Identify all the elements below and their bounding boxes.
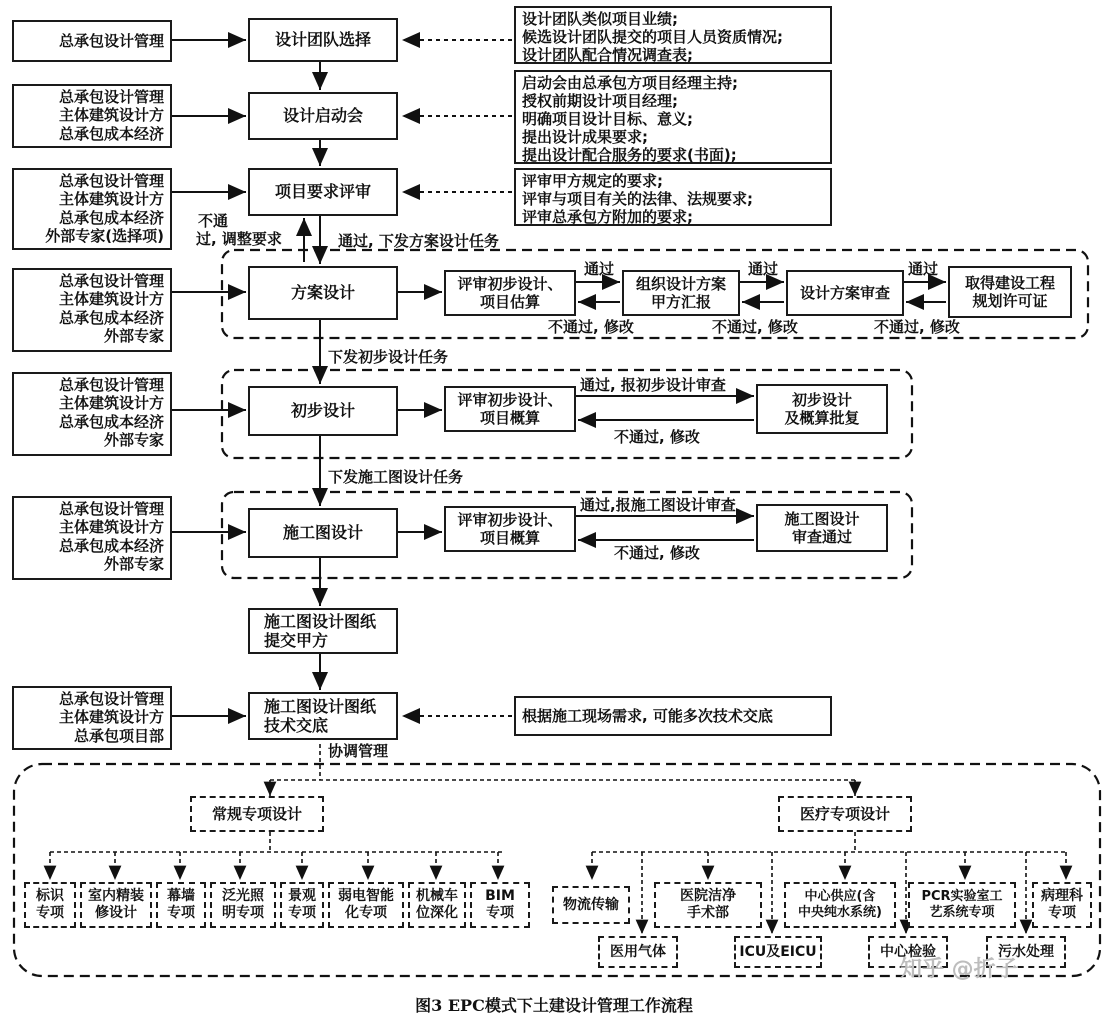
- label-issue-prelim: 下发初步设计任务: [328, 348, 449, 366]
- item-line: 专项: [167, 905, 195, 921]
- item-line: 艺系统专项: [929, 905, 995, 920]
- item-medical-gas: [598, 936, 678, 968]
- step-submit-drawings: [248, 608, 398, 654]
- label-fail-modify-1: 不通过, 修改: [548, 318, 634, 336]
- item-line: 专项: [288, 905, 316, 921]
- box-line: 初步设计: [791, 391, 852, 409]
- item-interior-fitout: [80, 882, 152, 928]
- input-box-disclosure: [12, 686, 172, 750]
- step-label: 施工图设计图纸: [264, 696, 377, 716]
- input-line: 总承包项目部: [73, 726, 164, 745]
- item-bim: [470, 882, 530, 928]
- note-line: 评审与项目有关的法律、法规要求;: [522, 190, 754, 208]
- step-label: 设计启动会: [282, 106, 363, 126]
- watermark: 知乎 @折子: [900, 957, 1018, 982]
- label-fail-adjust-1: 不通: [198, 212, 229, 230]
- input-line: 总承包设计管理: [58, 272, 164, 290]
- note-team-select: [514, 6, 832, 64]
- step-requirement-review: [248, 168, 398, 216]
- note-line: 根据施工现场需求, 可能多次技术交底: [522, 707, 773, 725]
- category-label: 常规专项设计: [211, 805, 302, 823]
- box-line: 项目概算: [479, 529, 540, 547]
- scheme-planning-permit: [948, 266, 1072, 318]
- construction-audit-passed: [756, 504, 888, 552]
- item-line: 泛光照: [222, 888, 264, 905]
- input-line: 总承包设计管理: [58, 376, 164, 394]
- item-clean-operating: [654, 882, 762, 928]
- item-central-supply: [784, 882, 896, 928]
- note-line: 设计团队配合情况调查表;: [522, 46, 693, 64]
- input-line: 主体建筑设计方: [58, 708, 164, 727]
- label-pass-2: 通过: [748, 260, 779, 278]
- item-line: 专项: [486, 905, 514, 921]
- label-pass-prelim-audit: 通过, 报初步设计审查: [580, 376, 726, 394]
- note-line: 授权前期设计项目经理;: [522, 92, 678, 110]
- box-line: 规划许可证: [972, 292, 1048, 310]
- note-line: 启动会由总承包方项目经理主持;: [522, 74, 739, 92]
- label-fail-modify-construction: 不通过, 修改: [614, 544, 700, 562]
- note-line: 评审总承包方附加的要求;: [522, 208, 693, 226]
- input-line: 总承包成本经济: [58, 412, 164, 431]
- step-scheme-design: [248, 266, 398, 320]
- input-line: 主体建筑设计方: [58, 106, 164, 125]
- item-curtain-wall: [156, 882, 206, 928]
- box-line: 施工图设计: [784, 510, 860, 528]
- item-line: 位深化: [416, 905, 458, 921]
- note-line: 评审甲方规定的要求;: [522, 172, 663, 190]
- item-line: ICU及EICU: [739, 943, 817, 960]
- item-line: 标识: [36, 888, 64, 905]
- prelim-review-budget: [444, 386, 576, 432]
- step-label: 施工图设计: [282, 523, 363, 543]
- input-line: 主体建筑设计方: [58, 394, 164, 413]
- label-pass-3: 通过: [908, 260, 939, 278]
- figure-caption: 图3 EPC模式下土建设计管理工作流程: [415, 996, 693, 1015]
- item-line: 化专项: [345, 905, 387, 921]
- item-signage: [24, 882, 76, 928]
- label-issue-construction: 下发施工图设计任务: [328, 468, 464, 486]
- regular-special-design: [190, 796, 324, 832]
- category-label: 医疗专项设计: [799, 805, 890, 823]
- input-box-team-select: [12, 20, 172, 62]
- item-line: 污水处理: [998, 943, 1054, 960]
- item-floodlighting: [210, 882, 276, 928]
- scheme-review-estimate: [444, 270, 576, 316]
- item-line: 明专项: [222, 905, 264, 921]
- step-label: 方案设计: [290, 283, 355, 303]
- item-line: 幕墙: [167, 888, 195, 905]
- label-fail-adjust-2: 过, 调整要求: [196, 230, 282, 248]
- item-line: BIM: [485, 888, 515, 905]
- item-line: 弱电智能: [338, 888, 394, 905]
- input-line: 总承包成本经济: [58, 536, 164, 555]
- construction-review-budget: [444, 506, 576, 552]
- input-box-scheme: [12, 268, 172, 352]
- item-pcr-lab: [908, 882, 1016, 928]
- item-icu: [734, 936, 822, 968]
- box-line: 评审初步设计、: [457, 391, 563, 409]
- box-line: 组织设计方案: [635, 275, 726, 293]
- item-line: 专项: [36, 905, 64, 921]
- input-line: 主体建筑设计方: [58, 518, 164, 537]
- box-line: 及概算批复: [784, 409, 860, 427]
- item-line: 物流传输: [563, 896, 619, 913]
- step-label: 技术交底: [264, 716, 329, 735]
- input-line: 总承包设计管理: [58, 88, 164, 106]
- input-line: 主体建筑设计方: [58, 290, 164, 309]
- input-line: 外部专家(选择项): [45, 226, 164, 245]
- label-fail-modify-prelim: 不通过, 修改: [614, 428, 700, 446]
- note-line: 明确项目设计目标、意义;: [522, 110, 693, 128]
- input-box-prelim: [12, 372, 172, 456]
- item-line: 中央纯水系统): [798, 905, 882, 920]
- item-line: 修设计: [95, 905, 137, 921]
- item-line: 专项: [1048, 905, 1076, 921]
- step-label: 提交甲方: [264, 631, 329, 650]
- note-technical-disclosure: [514, 696, 832, 736]
- input-line: 总承包设计管理: [58, 690, 164, 708]
- input-line: 外部专家: [103, 430, 164, 449]
- item-line: 室内精装: [88, 888, 144, 905]
- note-line: 候选设计团队提交的项目人员资质情况;: [522, 28, 784, 46]
- step-label: 项目要求评审: [274, 182, 371, 202]
- input-box-construction: [12, 496, 172, 580]
- step-kickoff: [248, 92, 398, 140]
- label-fail-modify-3: 不通过, 修改: [874, 318, 960, 336]
- box-line: 项目估算: [479, 293, 540, 311]
- scheme-client-report: [622, 270, 740, 316]
- label-pass-1: 通过: [584, 260, 615, 278]
- step-technical-disclosure: [248, 692, 398, 740]
- input-line: 主体建筑设计方: [58, 190, 164, 209]
- note-line: 提出设计配合服务的要求(书面);: [522, 146, 737, 164]
- label-fail-modify-2: 不通过, 修改: [712, 318, 798, 336]
- note-requirement-review: [514, 168, 832, 226]
- box-line: 评审初步设计、: [457, 275, 563, 293]
- item-line: 病理科: [1041, 888, 1083, 905]
- item-line: 中心检验: [880, 943, 936, 960]
- input-line: 总承包设计管理: [58, 500, 164, 518]
- scheme-audit: [786, 270, 904, 316]
- item-line: 中心供应(含: [804, 889, 876, 905]
- step-preliminary-design: [248, 386, 398, 436]
- prelim-approval: [756, 384, 888, 434]
- item-line: 医用气体: [610, 943, 666, 960]
- item-line: 手术部: [687, 905, 729, 921]
- item-pathology: [1032, 882, 1092, 928]
- note-kickoff: [514, 70, 832, 164]
- input-line: 总承包设计管理: [58, 31, 164, 50]
- note-line: 设计团队类似项目业绩;: [522, 10, 678, 28]
- note-line: 提出设计成果要求;: [522, 128, 648, 146]
- step-label: 初步设计: [290, 401, 355, 421]
- box-line: 评审初步设计、: [457, 511, 563, 529]
- item-line: 医院洁净: [680, 888, 736, 905]
- input-line: 外部专家: [103, 326, 164, 345]
- step-label: 设计团队选择: [274, 30, 371, 50]
- box-line: 审查通过: [791, 528, 852, 546]
- item-line: 景观: [288, 888, 316, 905]
- item-line: PCR实验室工: [921, 889, 1003, 905]
- label-pass-issue-scheme: 通过, 下发方案设计任务: [338, 232, 499, 250]
- input-box-req-review: [12, 168, 172, 250]
- box-line: 甲方汇报: [650, 293, 711, 311]
- medical-special-design: [778, 796, 912, 832]
- item-line: 机械车: [416, 888, 458, 905]
- input-box-kickoff: [12, 84, 172, 148]
- input-line: 总承包设计管理: [58, 172, 164, 190]
- label-coordination: 协调管理: [328, 742, 389, 760]
- label-pass-construction-audit: 通过,报施工图设计审查: [580, 496, 736, 514]
- item-intelligent-systems: [328, 882, 404, 928]
- box-line: 设计方案审查: [799, 284, 890, 302]
- step-label: 施工图设计图纸: [264, 611, 377, 631]
- item-landscape: [280, 882, 324, 928]
- input-line: 总承包成本经济: [58, 308, 164, 327]
- item-logistics-transport: [552, 886, 630, 924]
- box-line: 项目概算: [479, 409, 540, 427]
- step-construction-drawing: [248, 508, 398, 558]
- box-line: 取得建设工程: [964, 274, 1055, 292]
- step-team-select: [248, 18, 398, 62]
- input-line: 总承包成本经济: [58, 124, 164, 143]
- item-mechanical-parking: [408, 882, 466, 928]
- input-line: 总承包成本经济: [58, 208, 164, 227]
- input-line: 外部专家: [103, 554, 164, 573]
